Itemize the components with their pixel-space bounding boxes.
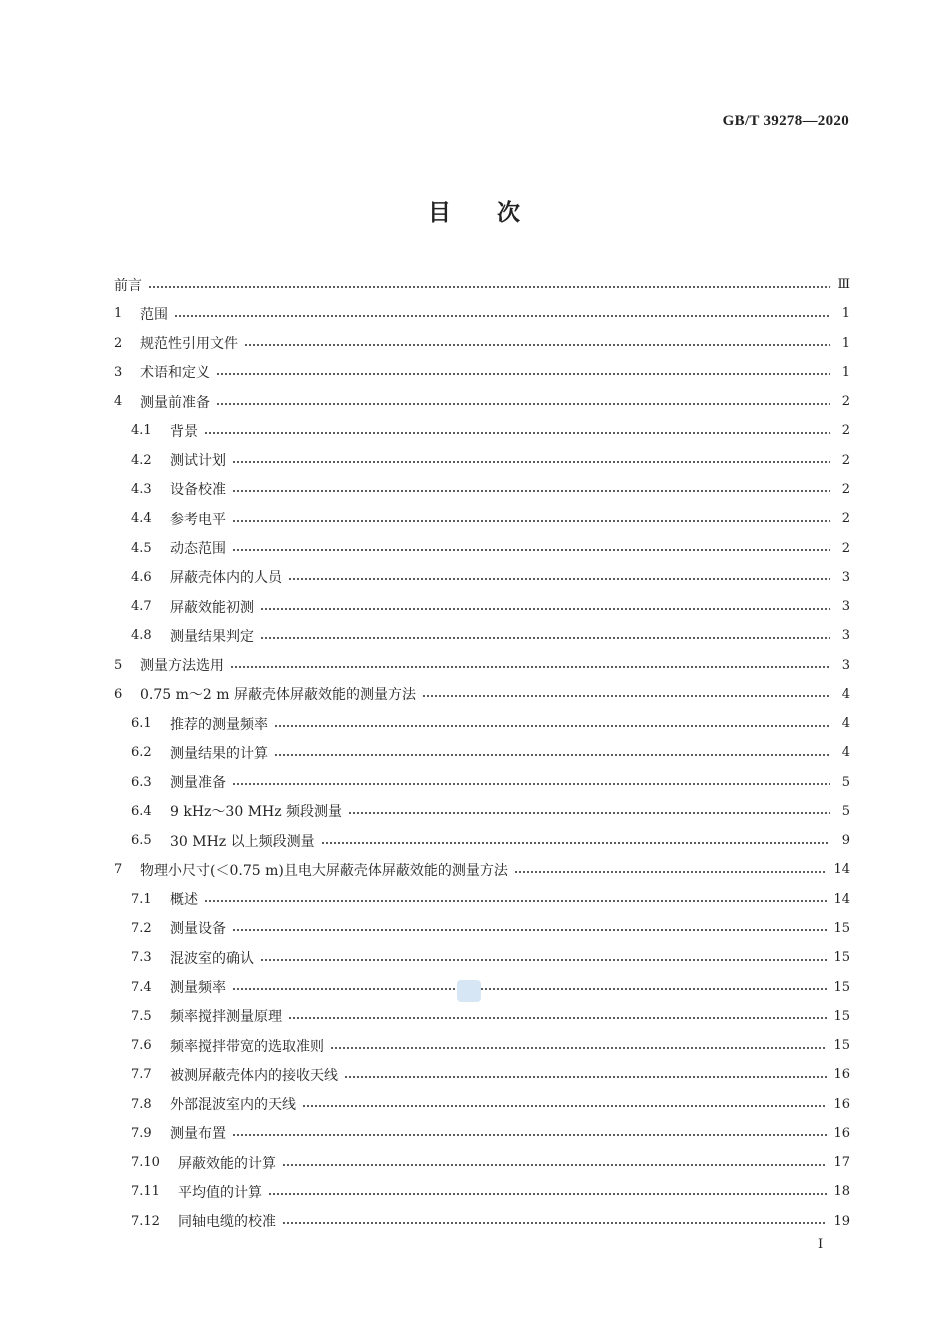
toc-entry[interactable]: [114, 270, 850, 299]
toc-entry-label: 动态范围: [170, 541, 226, 558]
toc-entry[interactable]: [114, 1207, 850, 1236]
toc-entry-label: 测量布置: [170, 1126, 226, 1143]
toc-entry[interactable]: [114, 1089, 850, 1118]
toc-entry-label: 测量结果判定: [170, 628, 254, 645]
toc-entry-number: 4: [114, 394, 123, 410]
toc-entry-page: 3: [841, 657, 850, 673]
toc-entry-page: 19: [833, 1213, 850, 1229]
toc-entry-label: 测量结果的计算: [170, 745, 268, 762]
toc-leader-dots: [216, 397, 830, 411]
toc-entry-page: 3: [841, 628, 850, 644]
toc-entry-page: 17: [833, 1155, 850, 1171]
toc-entry[interactable]: [114, 972, 850, 1001]
toc-entry-page: 2: [841, 511, 850, 527]
toc-entry-number: 4.4: [131, 511, 152, 527]
toc-entry-number: 7.3: [131, 950, 152, 966]
toc-entry-number: 7.10: [131, 1155, 160, 1171]
toc-entry-label: 频率搅拌带宽的选取准则: [170, 1038, 324, 1055]
toc-entry-number: 7.4: [131, 979, 152, 995]
toc-entry-number: 2: [114, 335, 123, 351]
toc-entry[interactable]: [114, 475, 850, 504]
toc-entry-page: 14: [833, 862, 850, 878]
toc-entry[interactable]: [114, 855, 850, 884]
toc-entry-page: 5: [841, 774, 850, 790]
toc-leader-dots: [288, 1011, 827, 1025]
toc-leader-dots: [232, 777, 830, 791]
toc-entry-label: 被测屏蔽壳体内的接收天线: [170, 1067, 338, 1084]
toc-entry[interactable]: [114, 299, 850, 328]
toc-entry-page: 4: [841, 745, 850, 761]
toc-entry-page: 16: [833, 1096, 850, 1112]
toc-entry-page: 18: [833, 1184, 850, 1200]
toc-entry-page: 15: [833, 979, 850, 995]
toc-entry-number: 7.9: [131, 1125, 152, 1141]
toc-leader-dots: [348, 806, 830, 820]
toc-leader-dots: [274, 748, 830, 762]
toc-entry-page: 3: [841, 569, 850, 585]
toc-leader-dots: [282, 1216, 827, 1230]
toc-entry-number: 6.1: [131, 716, 152, 732]
toc-entry[interactable]: [114, 768, 850, 797]
toc-leader-dots: [244, 338, 830, 352]
toc-leader-dots: [274, 719, 830, 733]
toc-entry[interactable]: [114, 914, 850, 943]
toc-entry[interactable]: [114, 1060, 850, 1089]
toc-leader-dots: [216, 367, 830, 381]
toc-leader-dots: [288, 572, 830, 586]
toc-leader-dots: [321, 836, 830, 850]
toc-entry-page: 15: [833, 920, 850, 936]
toc-leader-dots: [282, 1158, 827, 1172]
toc-entry-label: 混波室的确认: [170, 950, 254, 967]
toc-entry[interactable]: [114, 592, 850, 621]
toc-entry-number: 7.12: [131, 1213, 160, 1229]
toc-entry-number: 5: [114, 657, 123, 673]
toc-entry-page: 4: [841, 686, 850, 702]
toc-entry-number: 6.3: [131, 774, 152, 790]
toc-entry-number: 6.4: [131, 803, 152, 819]
toc-entry-label: 9 kHz～30 MHz 频段测量: [170, 804, 343, 821]
toc-entry-page: 9: [841, 833, 850, 849]
toc-entry-page: 5: [841, 803, 850, 819]
toc-leader-dots: [260, 953, 827, 967]
toc-leader-dots: [514, 865, 828, 879]
toc-entry-label: 前言: [114, 277, 142, 294]
toc-entry-number: 4.1: [131, 423, 152, 439]
toc-entry[interactable]: [114, 738, 850, 767]
toc-entry[interactable]: [114, 797, 850, 826]
toc-entry[interactable]: [114, 943, 850, 972]
toc-entry-page: 1: [841, 364, 850, 380]
toc-entry-label: 平均值的计算: [178, 1184, 262, 1201]
toc-leader-dots: [260, 602, 830, 616]
toc-entry[interactable]: [114, 329, 850, 358]
toc-entry-label: 频率搅拌测量原理: [170, 1009, 282, 1026]
toc-entry-page: 15: [833, 950, 850, 966]
toc-entry-page: 2: [841, 394, 850, 410]
toc-entry-number: 7.11: [131, 1184, 160, 1200]
toc-leader-dots: [148, 280, 830, 294]
toc-entry-page: 16: [833, 1125, 850, 1141]
toc-entry-label: 规范性引用文件: [140, 336, 238, 353]
toc-entry-page: 14: [833, 891, 850, 907]
toc-leader-dots: [204, 426, 830, 440]
toc-leader-dots: [204, 894, 827, 908]
toc-entry[interactable]: [114, 563, 850, 592]
toc-entry-label: 设备校准: [170, 482, 226, 499]
toc-entry[interactable]: [114, 1031, 850, 1060]
toc-entry-label: 测试计划: [170, 453, 226, 470]
toc-entry-label: 范围: [140, 306, 168, 323]
toc-entry-page: Ⅲ: [837, 277, 850, 293]
toc-entry-number: 4.3: [131, 481, 152, 497]
toc-entry[interactable]: [114, 416, 850, 445]
toc-entry-label: 同轴电缆的校准: [178, 1214, 276, 1231]
toc-entry-page: 15: [833, 1008, 850, 1024]
toc-entry-label: 屏蔽效能初测: [170, 599, 254, 616]
toc-entry-number: 6.5: [131, 833, 152, 849]
toc-leader-dots: [232, 514, 830, 528]
toc-entry-number: 7: [114, 862, 123, 878]
toc-entry-number: 6: [114, 686, 123, 702]
toc-entry-label: 测量前准备: [140, 394, 210, 411]
toc-entry-label: 测量方法选用: [140, 658, 224, 675]
toc-leader-dots: [302, 1099, 827, 1113]
toc-leader-dots: [232, 923, 827, 937]
toc-title-part1: 目: [428, 200, 453, 226]
table-of-contents: [114, 270, 850, 1236]
toc-entry-number: 6.2: [131, 745, 152, 761]
toc-entry-page: 3: [841, 599, 850, 615]
toc-entry-label: 术语和定义: [140, 365, 210, 382]
toc-entry-label: 背景: [170, 423, 198, 440]
toc-entry-label: 参考电平: [170, 511, 226, 528]
toc-leader-dots: [268, 1187, 827, 1201]
toc-entry-label: 推荐的测量频率: [170, 716, 268, 733]
toc-entry-label: 测量准备: [170, 775, 226, 792]
toc-entry-number: 3: [114, 364, 123, 380]
toc-entry[interactable]: [114, 680, 850, 709]
toc-leader-dots: [232, 455, 830, 469]
toc-entry-label: 测量频率: [170, 980, 226, 996]
toc-entry-number: 7.2: [131, 920, 152, 936]
toc-entry-page: 2: [841, 452, 850, 468]
toc-entry-number: 4.6: [131, 569, 152, 585]
toc-entry-label: 0.75 m～2 m 屏蔽壳体屏蔽效能的测量方法: [140, 687, 416, 704]
toc-entry-label: 屏蔽效能的计算: [178, 1155, 276, 1172]
toc-leader-dots: [330, 1041, 827, 1055]
toc-entry-page: 1: [841, 335, 850, 351]
toc-entry-page: 2: [841, 540, 850, 556]
toc-leader-dots: [232, 1128, 827, 1142]
toc-entry-label: 概述: [170, 892, 198, 909]
toc-title-part2: 次: [497, 200, 522, 226]
toc-leader-dots: [230, 660, 830, 674]
toc-entry-label: 外部混波室内的天线: [170, 1097, 296, 1114]
toc-entry[interactable]: [114, 709, 850, 738]
toc-entry[interactable]: [114, 621, 850, 650]
toc-entry-page: 2: [841, 423, 850, 439]
toc-entry-number: 7.6: [131, 1038, 152, 1054]
toc-entry-number: 4.2: [131, 452, 152, 468]
toc-entry[interactable]: [114, 1119, 850, 1148]
toc-entry-number: 7.1: [131, 891, 152, 907]
toc-leader-dots: [422, 689, 830, 703]
toc-entry-page: 16: [833, 1067, 850, 1083]
toc-entry-number: 4.8: [131, 628, 152, 644]
toc-entry[interactable]: [114, 446, 850, 475]
toc-entry[interactable]: [114, 826, 850, 855]
toc-entry[interactable]: [114, 358, 850, 387]
standard-code: GB/T 39278—2020: [722, 113, 849, 129]
toc-entry-label: 30 MHz 以上频段测量: [170, 833, 315, 850]
toc-entry-page: 1: [841, 306, 850, 322]
toc-entry[interactable]: [114, 533, 850, 562]
toc-entry-label: 物理小尺寸(＜0.75 m)且电大屏蔽壳体屏蔽效能的测量方法: [140, 862, 508, 879]
toc-entry[interactable]: [114, 885, 850, 914]
toc-entry[interactable]: [114, 387, 850, 416]
toc-entry-number: 7.7: [131, 1067, 152, 1083]
toc-entry-label: 测量设备: [170, 921, 226, 938]
toc-entry-page: 2: [841, 481, 850, 497]
toc-entry-label: 屏蔽壳体内的人员: [170, 570, 282, 587]
watermark-mark: [457, 980, 481, 1002]
toc-entry-number: 1: [114, 306, 123, 322]
toc-entry-number: 4.5: [131, 540, 152, 556]
page-number: Ⅰ: [818, 1237, 824, 1252]
toc-entry[interactable]: [114, 1002, 850, 1031]
toc-leader-dots: [260, 631, 830, 645]
toc-entry[interactable]: [114, 650, 850, 679]
toc-entry[interactable]: [114, 1148, 850, 1177]
toc-entry[interactable]: [114, 1177, 850, 1206]
toc-leader-dots: [232, 982, 827, 996]
toc-leader-dots: [232, 484, 830, 498]
toc-leader-dots: [344, 1070, 827, 1084]
toc-title: [0, 194, 950, 227]
toc-entry-number: 7.8: [131, 1096, 152, 1112]
toc-leader-dots: [174, 309, 830, 323]
toc-entry[interactable]: [114, 504, 850, 533]
toc-entry-number: 4.7: [131, 599, 152, 615]
toc-entry-page: 4: [841, 716, 850, 732]
toc-leader-dots: [232, 543, 830, 557]
toc-entry-number: 7.5: [131, 1008, 152, 1024]
toc-entry-page: 15: [833, 1038, 850, 1054]
